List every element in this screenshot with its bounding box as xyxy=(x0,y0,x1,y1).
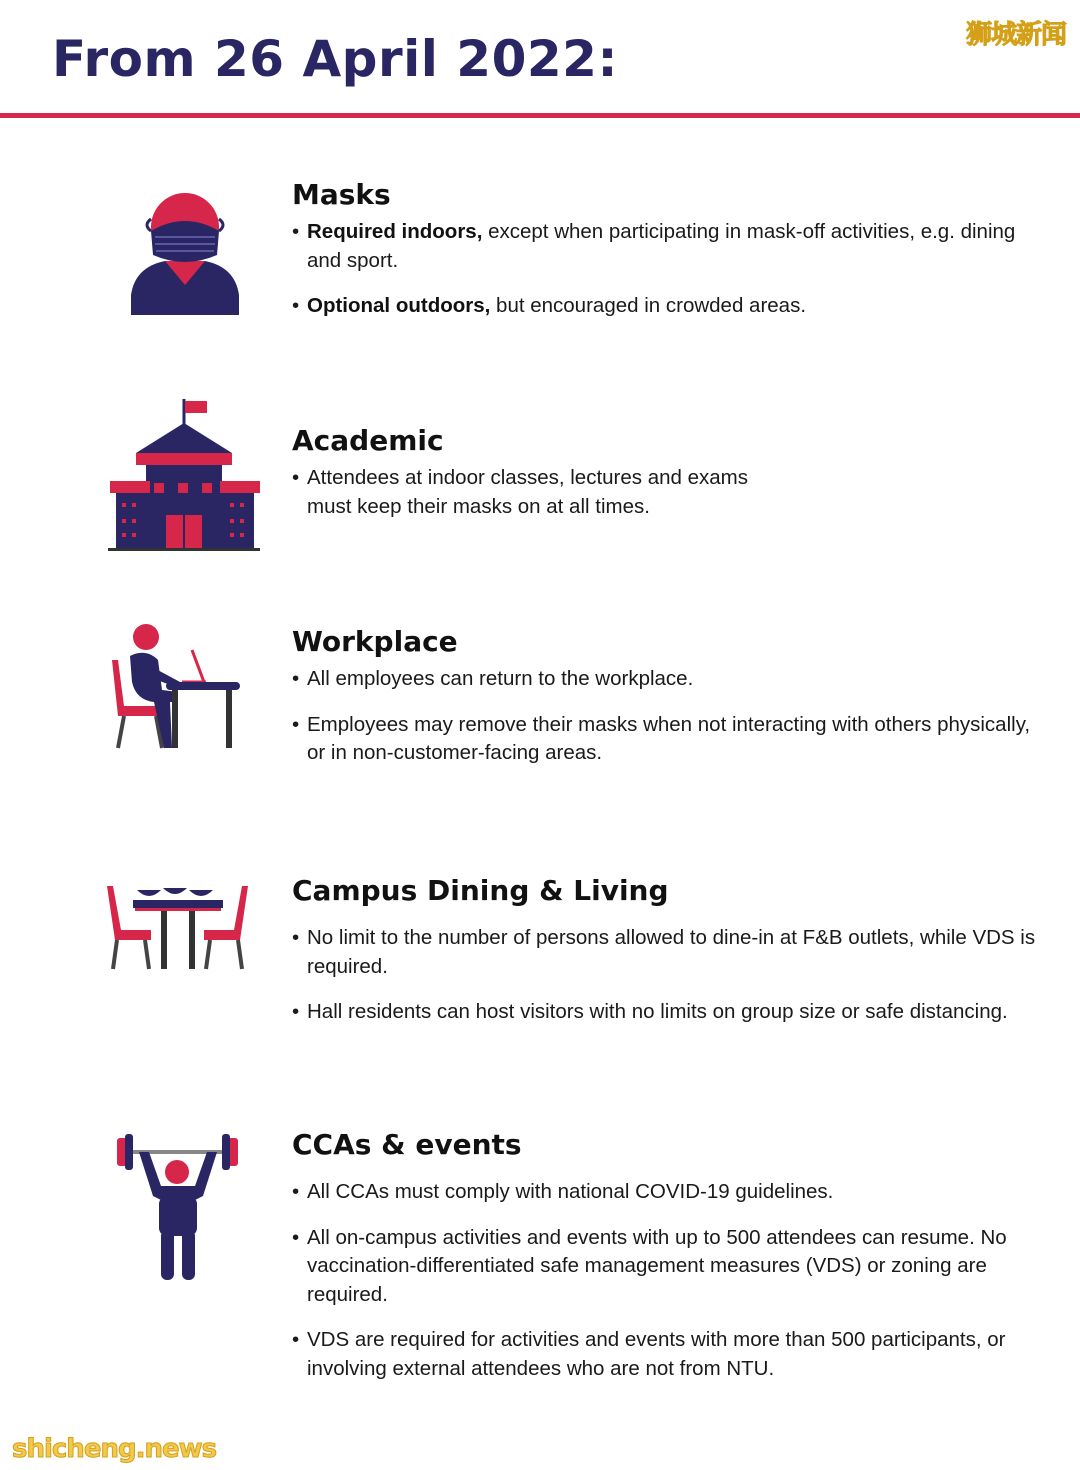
section-heading: Masks xyxy=(292,178,391,211)
list-item: • Employees may remove their masks when not interacting with others physically, or in non-customer-facing areas. xyxy=(292,711,1052,768)
person-at-desk-icon xyxy=(108,620,268,760)
list-item: • Optional outdoors, but encouraged in crowded areas. xyxy=(292,292,1052,321)
list-item: • VDS are required for activities and events with more than 500 participants, or involving external attendees who are not from NTU. xyxy=(292,1326,1032,1383)
list-item: • Hall residents can host visitors with no limits on group size or safe distancing. xyxy=(292,998,1052,1027)
page-title: From 26 April 2022: xyxy=(52,30,618,88)
section-heading: Academic xyxy=(292,424,444,457)
school-building-icon xyxy=(108,395,268,560)
list-item: • All on-campus activities and events with up to 500 attendees can resume. No vaccination-differentiated safe management measures (VDS) or zoning are required. xyxy=(292,1224,1032,1310)
list-item: • Attendees at indoor classes, lectures and exams must keep their masks on at all times. xyxy=(292,464,782,521)
list-item: • All employees can return to the workplace. xyxy=(292,665,1052,694)
watermark-top: 狮城新闻 xyxy=(965,20,1066,50)
section-heading: Workplace xyxy=(292,625,458,658)
masked-person-icon xyxy=(125,185,285,325)
list-item: • All CCAs must comply with national COVID-19 guidelines. xyxy=(292,1178,1032,1207)
section-heading: CCAs & events xyxy=(292,1128,522,1161)
section-heading: Campus Dining & Living xyxy=(292,874,669,907)
dining-table-icon xyxy=(105,880,265,980)
watermark-bottom: shicheng.news xyxy=(12,1434,217,1464)
title-divider xyxy=(0,113,1080,118)
list-item: • Required indoors, except when participating in mask-off activities, e.g. dining and sport. xyxy=(292,218,1052,275)
list-item: • No limit to the number of persons allowed to dine-in at F&B outlets, while VDS is required. xyxy=(292,924,1052,981)
weightlifter-icon xyxy=(115,1130,275,1290)
